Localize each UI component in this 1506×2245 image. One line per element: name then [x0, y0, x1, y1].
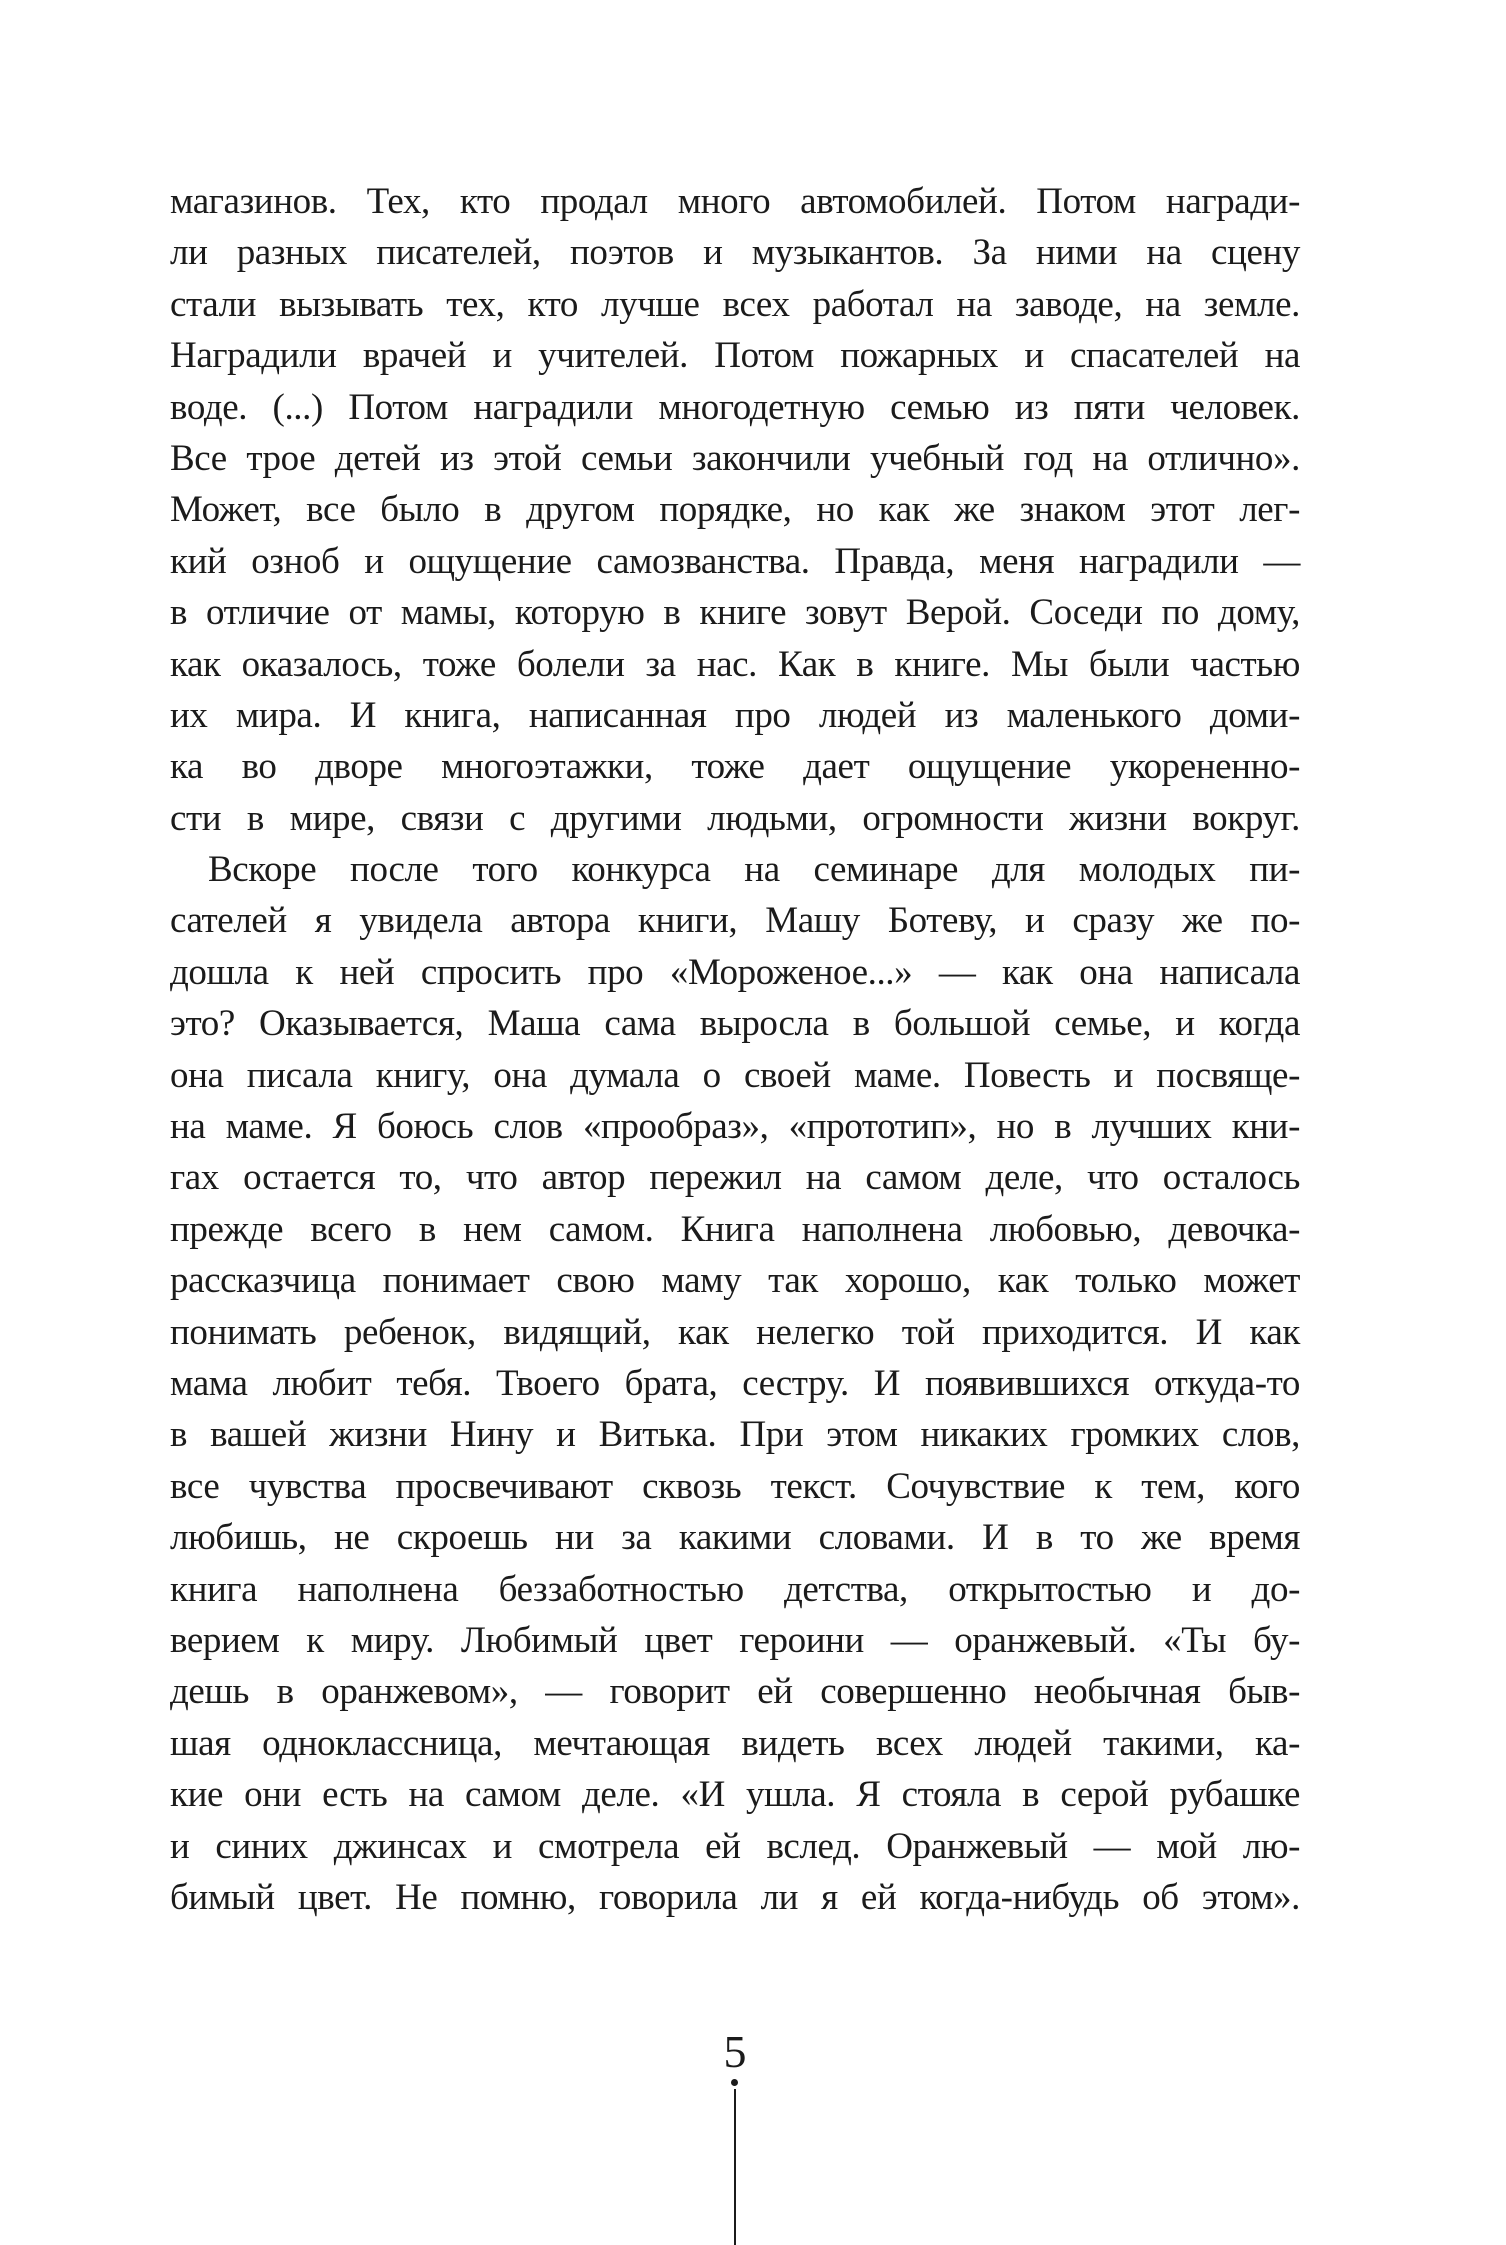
page-number: 5	[723, 2026, 747, 2077]
text-line: бимый цвет. Не помню, говорила ли я ей когда-нибудь об этом».	[170, 1876, 1300, 1918]
text-line: в вашей жизни Нину и Витька. При этом никаких громких слов,	[170, 1414, 1300, 1456]
text-line: воде. (...) Потом наградили многодетную семью из пяти человек.	[170, 386, 1300, 428]
text-line: шая одноклассница, мечтающая видеть всех людей такими, ка-	[170, 1722, 1300, 1764]
text-line: на маме. Я боюсь слов «прообраз», «прототип», но в лучших кни-	[170, 1106, 1300, 1148]
text-line: кие они есть на самом деле. «И ушла. Я стояла в серой рубашке	[170, 1774, 1300, 1816]
text-line: книга наполнена беззаботностью детства, открытостью и до-	[170, 1568, 1300, 1610]
text-line: понимать ребенок, видящий, как нелегко той приходится. И как	[170, 1311, 1300, 1353]
footer-ornament-dot	[731, 2079, 738, 2086]
text-line: кий озноб и ощущение самозванства. Правда, меня наградили —	[170, 540, 1300, 582]
text-line: все чувства просвечивают сквозь текст. Сочувствие к тем, кого	[170, 1465, 1300, 1507]
text-line: верием к миру. Любимый цвет героини — оранжевый. «Ты бу-	[170, 1619, 1300, 1661]
text-line: она писала книгу, она думала о своей маме. Повесть и посвяще-	[170, 1054, 1300, 1096]
body-text	[170, 176, 1300, 1923]
text-line: Может, все было в другом порядке, но как же знаком этот лег-	[170, 489, 1300, 531]
text-line: дешь в оранжевом», — говорит ей совершенно необычная быв-	[170, 1671, 1300, 1713]
text-line: Наградили врачей и учителей. Потом пожарных и спасателей на	[170, 335, 1300, 377]
text-line: Вскоре после того конкурса на семинаре для молодых пи-	[208, 849, 1300, 891]
footer-ornament-line	[734, 2089, 736, 2245]
text-line: рассказчица понимает свою маму так хорошо, как только может	[170, 1260, 1300, 1302]
text-line: в отличие от мамы, которую в книге зовут Верой. Соседи по дому,	[170, 592, 1300, 634]
text-line: их мира. И книга, написанная про людей из маленького доми-	[170, 694, 1300, 736]
text-line: сти в мире, связи с другими людьми, огромности жизни вокруг.	[170, 797, 1300, 839]
text-line: гах остается то, что автор пережил на самом деле, что осталось	[170, 1157, 1300, 1199]
text-line: мама любит тебя. Твоего брата, сестру. И появившихся откуда-то	[170, 1362, 1300, 1404]
text-line: стали вызывать тех, кто лучше всех работал на заводе, на земле.	[170, 283, 1300, 325]
text-line: и синих джинсах и смотрела ей вслед. Оранжевый — мой лю-	[170, 1825, 1300, 1867]
text-line: дошла к ней спросить про «Мороженое...» — как она написала	[170, 951, 1300, 993]
text-line: как оказалось, тоже болели за нас. Как в книге. Мы были частью	[170, 643, 1300, 685]
text-line: это? Оказывается, Маша сама выросла в большой семье, и когда	[170, 1003, 1300, 1045]
text-line: магазинов. Тех, кто продал много автомобилей. Потом награди-	[170, 181, 1300, 222]
text-line: сателей я увидела автора книги, Машу Ботеву, и сразу же по-	[170, 900, 1300, 942]
text-line: Все трое детей из этой семьи закончили учебный год на отлично».	[170, 437, 1300, 479]
text-line: ка во дворе многоэтажки, тоже дает ощущение укорененно-	[170, 746, 1300, 788]
text-line: прежде всего в нем самом. Книга наполнена любовью, девочка-	[170, 1208, 1300, 1250]
text-line: ли разных писателей, поэтов и музыкантов. За ними на сцену	[170, 232, 1300, 274]
text-line: любишь, не скроешь ни за какими словами. И в то же время	[170, 1517, 1300, 1559]
